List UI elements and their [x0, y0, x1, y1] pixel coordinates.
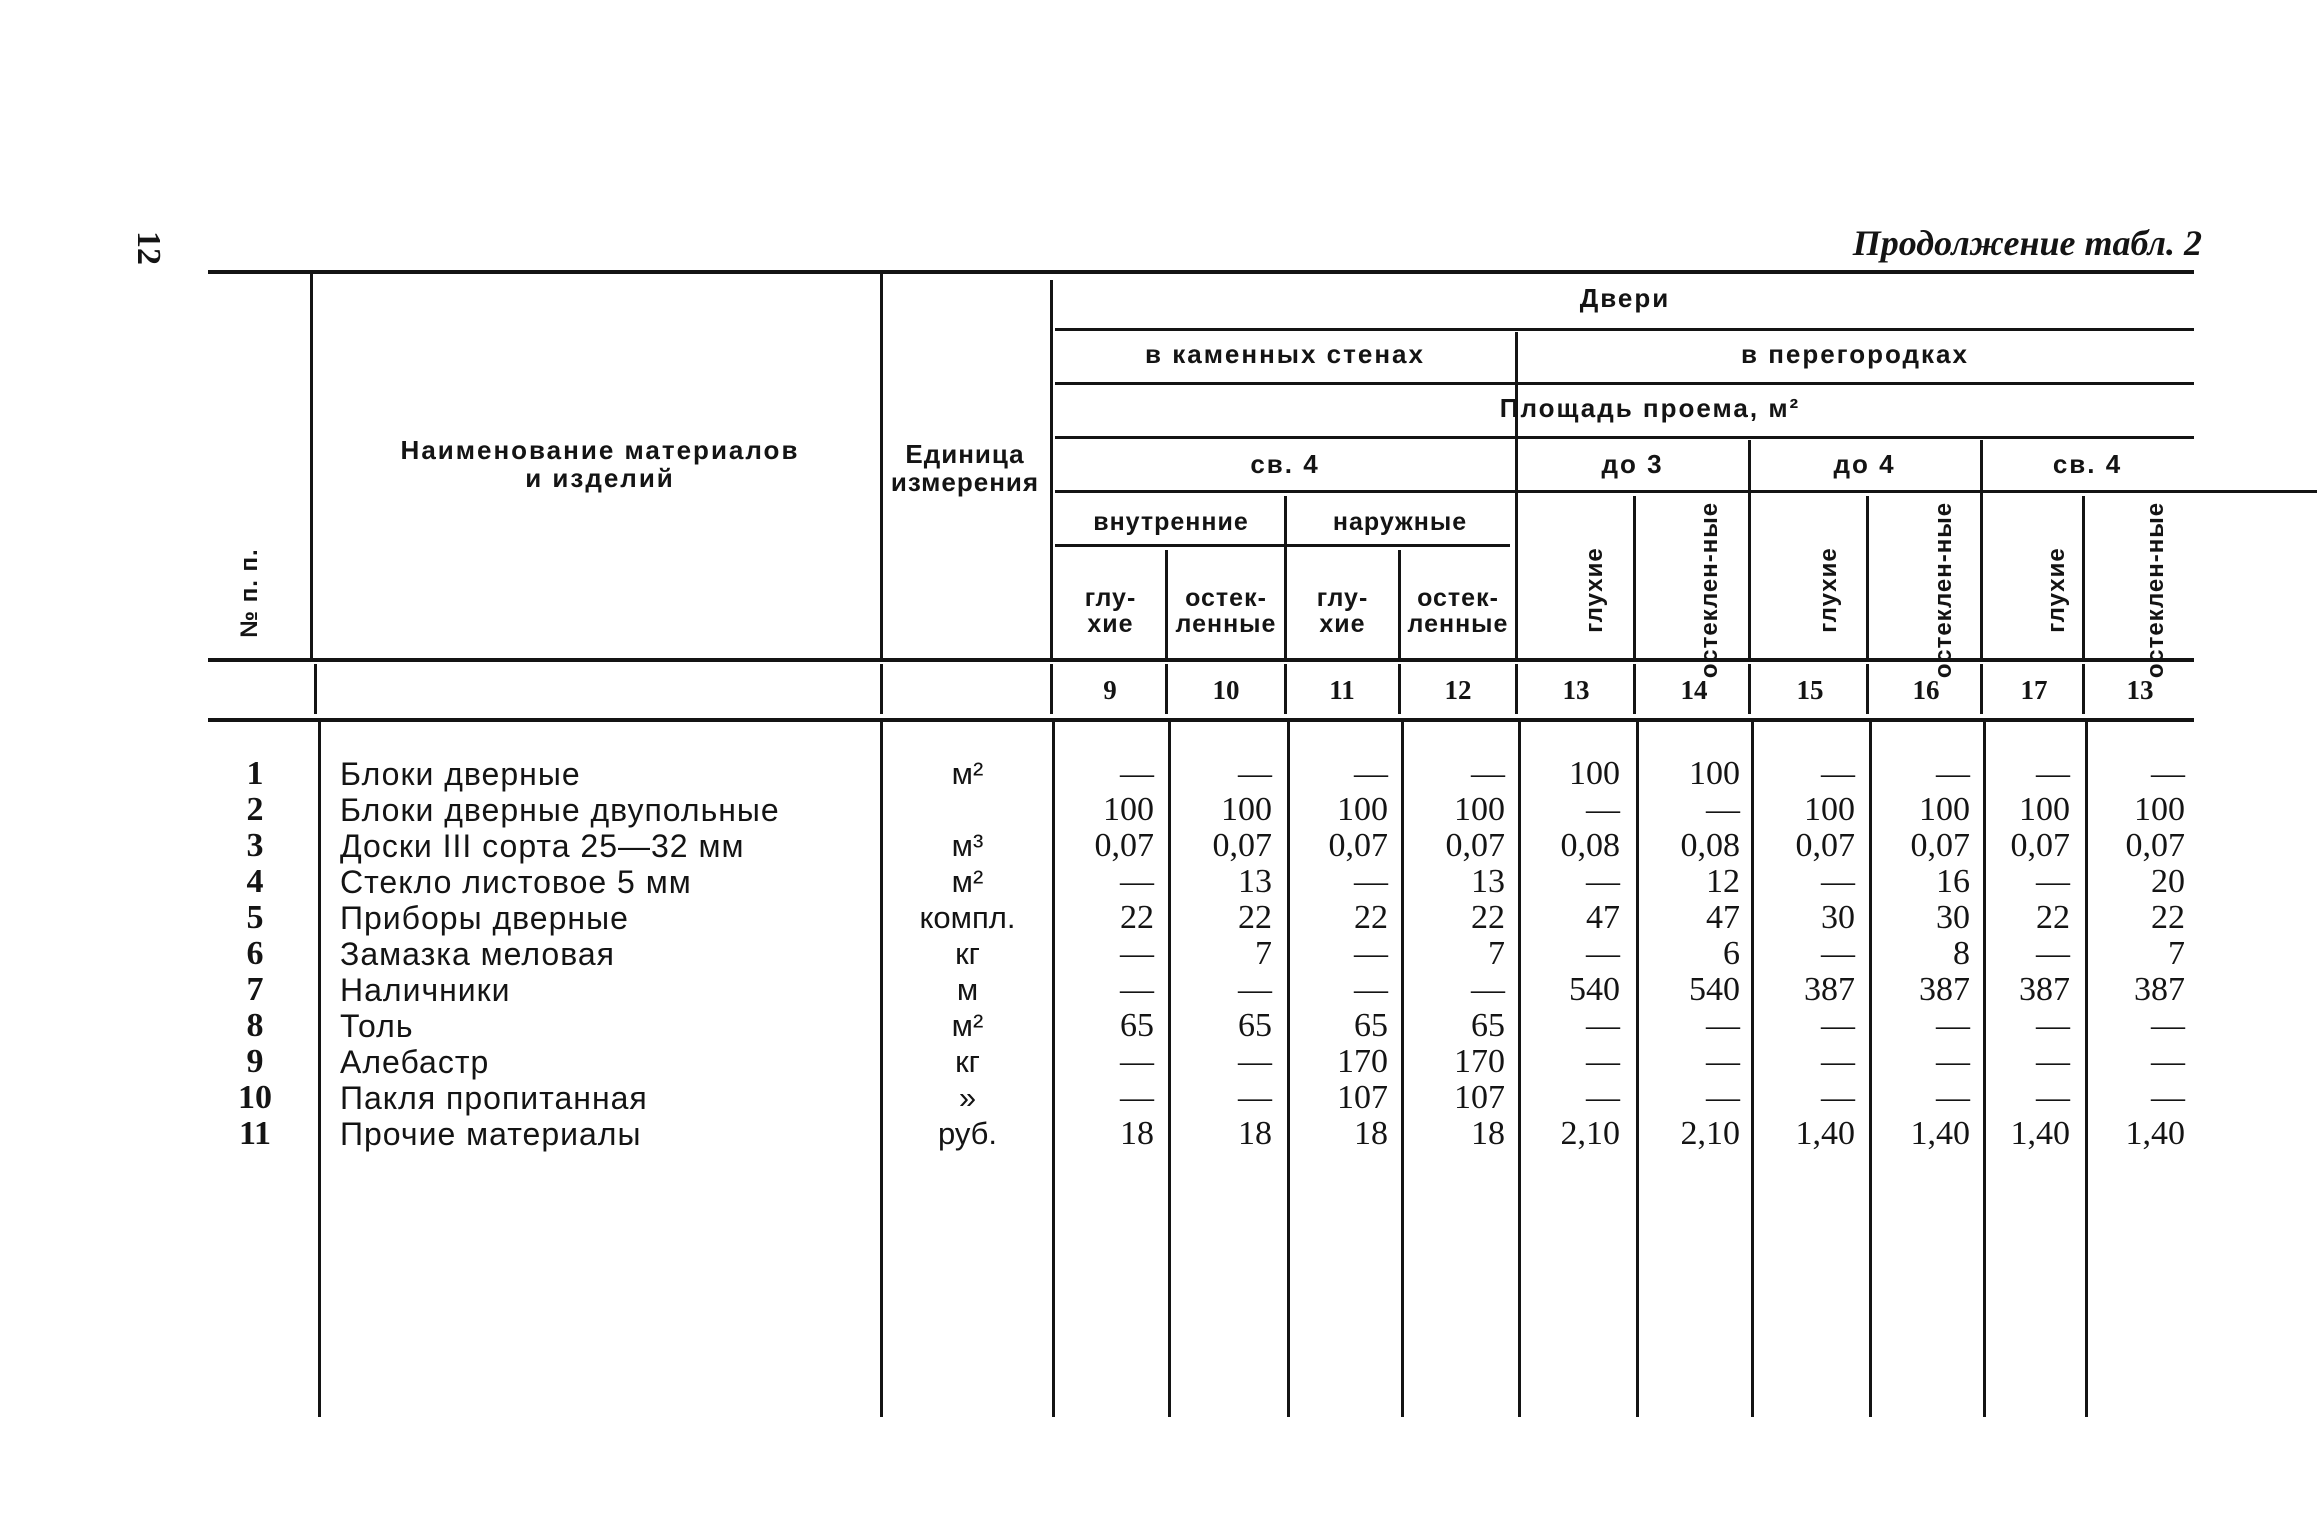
header-glazed-int-l1: остек-	[1185, 584, 1267, 612]
material-name: Блоки дверные двупольные	[340, 792, 780, 828]
quantity-cell: 1,40	[1795, 1115, 1855, 1152]
quantity-cell: —	[1471, 971, 1505, 1008]
header-over4-b: св. 4	[2052, 449, 2123, 479]
material-name: Пакля пропитанная	[340, 1080, 648, 1116]
quantity-cell: —	[1120, 863, 1154, 900]
row-number: 11	[238, 1115, 272, 1152]
quantity-cell: 1,40	[1910, 1115, 1970, 1152]
row-number: 7	[246, 971, 264, 1008]
unit-of-measure: м²	[951, 756, 984, 791]
quantity-cell: 100	[1103, 791, 1154, 828]
unit-of-measure: м³	[951, 828, 984, 863]
quantity-cell: 30	[1936, 899, 1970, 936]
quantity-cell: —	[1354, 863, 1388, 900]
quantity-cell: —	[1821, 863, 1855, 900]
quantity-cell: 100	[1804, 791, 1855, 828]
header-upto3: до 3	[1601, 449, 1664, 479]
quantity-cell: 18	[1238, 1115, 1272, 1152]
quantity-cell: 47	[1706, 899, 1740, 936]
unit-of-measure	[885, 792, 1050, 828]
quantity-cell: —	[2151, 755, 2185, 792]
quantity-cell: 65	[1354, 1007, 1388, 1044]
row-number: 1	[246, 755, 264, 792]
quantity-cell: 0,07	[1328, 827, 1388, 864]
quantity-cell: 6	[1723, 935, 1740, 972]
quantity-cell: 0,07	[2125, 827, 2185, 864]
row-number: 3	[246, 827, 264, 864]
quantity-cell: 170	[1337, 1043, 1388, 1080]
quantity-cell: —	[1936, 755, 1970, 792]
colnum-bottom-rule	[208, 718, 2194, 722]
vrule-header	[1284, 496, 1287, 658]
quantity-cell: —	[2036, 1079, 2070, 1116]
table-row	[0, 1044, 2317, 1080]
material-name: Приборы дверные	[340, 900, 629, 936]
header-glazed-over4: остеклен-ные	[2142, 501, 2169, 679]
table-row	[0, 828, 2317, 864]
vrule-colnum	[880, 664, 883, 714]
table-caption: Продолжение табл. 2	[1852, 223, 2202, 263]
column-number: 13	[2126, 675, 2154, 705]
rule-int-ext	[1055, 544, 1510, 547]
vrule-colnum	[1398, 664, 1401, 714]
quantity-cell: —	[1936, 1079, 1970, 1116]
header-blind-ext-l1: глу-	[1316, 584, 1369, 612]
quantity-cell: 22	[1471, 899, 1505, 936]
column-number: 15	[1796, 675, 1824, 705]
quantity-cell: 7	[1488, 935, 1505, 972]
quantity-cell: —	[1821, 1007, 1855, 1044]
quantity-cell: —	[1936, 1007, 1970, 1044]
header-glazed-int-l2: ленные	[1175, 610, 1277, 638]
header-bottom-rule	[208, 658, 2194, 662]
header-name-line1: Наименование материалов	[400, 435, 800, 465]
quantity-cell: —	[1821, 935, 1855, 972]
row-number: 5	[246, 899, 264, 936]
vrule-colnum	[1633, 664, 1636, 714]
quantity-cell: —	[1120, 755, 1154, 792]
header-blind-over4: глухие	[2043, 547, 2070, 633]
quantity-cell: —	[1586, 1007, 1620, 1044]
material-name: Замазка меловая	[340, 936, 615, 972]
unit-of-measure: руб.	[937, 1116, 998, 1151]
unit-of-measure: кг	[955, 1044, 980, 1079]
quantity-cell: 387	[1804, 971, 1855, 1008]
header-blind-upto3: глухие	[1581, 547, 1608, 633]
row-number: 9	[246, 1043, 264, 1080]
quantity-cell: 1,40	[2125, 1115, 2185, 1152]
quantity-cell: —	[1238, 971, 1272, 1008]
quantity-cell: 107	[1454, 1079, 1505, 1116]
quantity-cell: 47	[1586, 899, 1620, 936]
material-name: Наличники	[340, 972, 511, 1008]
quantity-cell: 13	[1238, 863, 1272, 900]
quantity-cell: 100	[1337, 791, 1388, 828]
column-number: 9	[1103, 675, 1117, 705]
unit-of-measure: компл.	[919, 900, 1016, 935]
quantity-cell: —	[2036, 935, 2070, 972]
material-name: Толь	[340, 1008, 414, 1044]
table-row	[0, 1116, 2317, 1152]
quantity-cell: 2,10	[1560, 1115, 1620, 1152]
quantity-cell: 100	[1454, 791, 1505, 828]
quantity-cell: 0,08	[1560, 827, 1620, 864]
header-name-line2: и изделий	[525, 463, 675, 493]
quantity-cell: —	[1354, 755, 1388, 792]
row-number: 8	[246, 1007, 264, 1044]
quantity-cell: 100	[1569, 755, 1620, 792]
quantity-cell: 0,07	[1212, 827, 1272, 864]
quantity-cell: —	[1120, 1079, 1154, 1116]
quantity-cell: 100	[1919, 791, 1970, 828]
quantity-cell: —	[1706, 1079, 1740, 1116]
quantity-cell: —	[2036, 1043, 2070, 1080]
quantity-cell: 107	[1337, 1079, 1388, 1116]
vrule-colnum	[314, 664, 317, 714]
vrule-colnum	[1748, 664, 1751, 714]
quantity-cell: 0,07	[2010, 827, 2070, 864]
quantity-cell: 65	[1238, 1007, 1272, 1044]
quantity-cell: 7	[2168, 935, 2185, 972]
quantity-cell: 30	[1821, 899, 1855, 936]
quantity-cell: —	[1354, 935, 1388, 972]
rule-size	[1055, 490, 2317, 493]
page-number: 12	[130, 231, 167, 265]
row-number: 2	[246, 791, 264, 828]
unit-of-measure: »	[958, 1080, 977, 1115]
quantity-cell: —	[1586, 1043, 1620, 1080]
quantity-cell: —	[1238, 1079, 1272, 1116]
quantity-cell: —	[1586, 1079, 1620, 1116]
header-glazed-upto4: остеклен-ные	[1930, 501, 1957, 679]
table-row	[0, 792, 2317, 828]
quantity-cell: —	[1706, 791, 1740, 828]
quantity-cell: 387	[1919, 971, 1970, 1008]
header-stone-walls: в каменных стенах	[1145, 339, 1425, 369]
header-unit-line2: измерения	[890, 467, 1040, 497]
header-over4-a: св. 4	[1250, 449, 1320, 479]
vrule-header	[1050, 280, 1053, 658]
table-top-rule	[208, 270, 2194, 274]
material-name: Блоки дверные	[340, 756, 581, 792]
unit-of-measure: м²	[951, 1008, 984, 1043]
quantity-cell: —	[1120, 935, 1154, 972]
header-area: Площадь проема, м²	[1499, 393, 1801, 423]
table-row	[0, 1008, 2317, 1044]
quantity-cell: 100	[1689, 755, 1740, 792]
quantity-cell: —	[1238, 755, 1272, 792]
header-upto4: до 4	[1833, 449, 1896, 479]
quantity-cell: —	[1120, 971, 1154, 1008]
table-row	[0, 936, 2317, 972]
column-number: 16	[1912, 675, 1940, 705]
quantity-cell: 65	[1471, 1007, 1505, 1044]
quantity-cell: 18	[1354, 1115, 1388, 1152]
quantity-cell: 387	[2134, 971, 2185, 1008]
quantity-cell: 8	[1953, 935, 1970, 972]
quantity-cell: —	[1586, 935, 1620, 972]
quantity-cell: 540	[1689, 971, 1740, 1008]
column-number: 12	[1444, 675, 1472, 705]
header-blind-int-l1: глу-	[1084, 584, 1137, 612]
vrule-header	[1866, 496, 1869, 658]
quantity-cell: 0,07	[1910, 827, 1970, 864]
quantity-cell: 20	[2151, 863, 2185, 900]
rule-location	[1055, 382, 2194, 385]
quantity-cell: 0,07	[1795, 827, 1855, 864]
vrule-colnum	[1050, 664, 1053, 714]
vrule-colnum	[2082, 664, 2085, 714]
vrule-header	[1980, 440, 1983, 658]
quantity-cell: —	[2036, 755, 2070, 792]
quantity-cell: —	[1586, 863, 1620, 900]
unit-of-measure: м²	[951, 864, 984, 899]
quantity-cell: —	[2151, 1043, 2185, 1080]
vrule-colnum	[1284, 664, 1287, 714]
material-name: Алебастр	[340, 1044, 490, 1080]
quantity-cell: —	[2151, 1007, 2185, 1044]
table-row	[0, 972, 2317, 1008]
quantity-cell: 0,08	[1680, 827, 1740, 864]
column-number: 10	[1212, 675, 1240, 705]
unit-of-measure: м	[956, 972, 979, 1007]
row-number: 4	[246, 863, 264, 900]
header-internal: внутренние	[1093, 508, 1249, 536]
quantity-cell: —	[1120, 1043, 1154, 1080]
quantity-cell: 22	[1354, 899, 1388, 936]
row-number: 10	[238, 1079, 272, 1116]
quantity-cell: 12	[1706, 863, 1740, 900]
vrule-header	[1633, 496, 1636, 658]
table-row	[0, 900, 2317, 936]
header-unit-line1: Единица	[905, 439, 1025, 469]
vrule-colnum	[1165, 664, 1168, 714]
quantity-cell: —	[1706, 1043, 1740, 1080]
column-number: 17	[2020, 675, 2048, 705]
quantity-cell: 7	[1255, 935, 1272, 972]
rule-doors	[1055, 328, 2194, 331]
column-number: 14	[1680, 675, 1708, 705]
header-row-number: № п. п.	[236, 548, 263, 638]
quantity-cell: 22	[1120, 899, 1154, 936]
vrule-header	[2082, 496, 2085, 658]
column-number: 13	[1562, 675, 1590, 705]
vrule-header	[1748, 440, 1751, 658]
quantity-cell: —	[1821, 1043, 1855, 1080]
quantity-cell: —	[1936, 1043, 1970, 1080]
quantity-cell: 0,07	[1094, 827, 1154, 864]
vrule-colnum	[1866, 664, 1869, 714]
vrule-header	[1398, 550, 1401, 658]
quantity-cell: —	[1586, 791, 1620, 828]
quantity-cell: —	[1354, 971, 1388, 1008]
quantity-cell: 18	[1120, 1115, 1154, 1152]
quantity-cell: 540	[1569, 971, 1620, 1008]
quantity-cell: —	[1821, 1079, 1855, 1116]
material-name: Стекло листовое 5 мм	[340, 864, 692, 900]
quantity-cell: 170	[1454, 1043, 1505, 1080]
quantity-cell: 22	[2151, 899, 2185, 936]
quantity-cell: —	[2036, 1007, 2070, 1044]
header-glazed-ext-l2: ленные	[1407, 610, 1509, 638]
header-glazed-ext-l1: остек-	[1417, 584, 1499, 612]
quantity-cell: 100	[1221, 791, 1272, 828]
quantity-cell: —	[1706, 1007, 1740, 1044]
header-blind-ext-l2: хие	[1319, 610, 1366, 638]
header-doors: Двери	[1579, 283, 1671, 313]
vrule-colnum	[1980, 664, 1983, 714]
vrule-header	[1515, 332, 1518, 658]
vrule-colnum	[1515, 664, 1518, 714]
quantity-cell: 387	[2019, 971, 2070, 1008]
material-name: Прочие материалы	[340, 1116, 642, 1152]
material-name: Доски III сорта 25—32 мм	[340, 828, 745, 864]
quantity-cell: 1,40	[2010, 1115, 2070, 1152]
quantity-cell: —	[1471, 755, 1505, 792]
quantity-cell: 100	[2134, 791, 2185, 828]
header-blind-int-l2: хие	[1087, 610, 1134, 638]
quantity-cell: 100	[2019, 791, 2070, 828]
vrule-header	[310, 273, 313, 658]
header-partitions: в перегородках	[1741, 339, 1969, 369]
quantity-cell: —	[2036, 863, 2070, 900]
table-row	[0, 1080, 2317, 1116]
quantity-cell: 18	[1471, 1115, 1505, 1152]
quantity-cell: —	[2151, 1079, 2185, 1116]
vrule-header	[1165, 550, 1168, 658]
quantity-cell: —	[1821, 755, 1855, 792]
quantity-cell: 13	[1471, 863, 1505, 900]
row-number: 6	[246, 935, 264, 972]
column-number: 11	[1329, 675, 1355, 705]
quantity-cell: 22	[2036, 899, 2070, 936]
header-glazed-upto3: остеклен-ные	[1696, 501, 1723, 679]
table-row	[0, 756, 2317, 792]
unit-of-measure: кг	[955, 936, 980, 971]
quantity-cell: 0,07	[1445, 827, 1505, 864]
vrule-header	[880, 273, 883, 658]
table-row	[0, 864, 2317, 900]
header-blind-upto4: глухие	[1815, 547, 1842, 633]
header-external: наружные	[1332, 508, 1468, 536]
quantity-cell: 16	[1936, 863, 1970, 900]
quantity-cell: 22	[1238, 899, 1272, 936]
quantity-cell: 2,10	[1680, 1115, 1740, 1152]
rule-area	[1055, 436, 2194, 439]
quantity-cell: —	[1238, 1043, 1272, 1080]
quantity-cell: 65	[1120, 1007, 1154, 1044]
